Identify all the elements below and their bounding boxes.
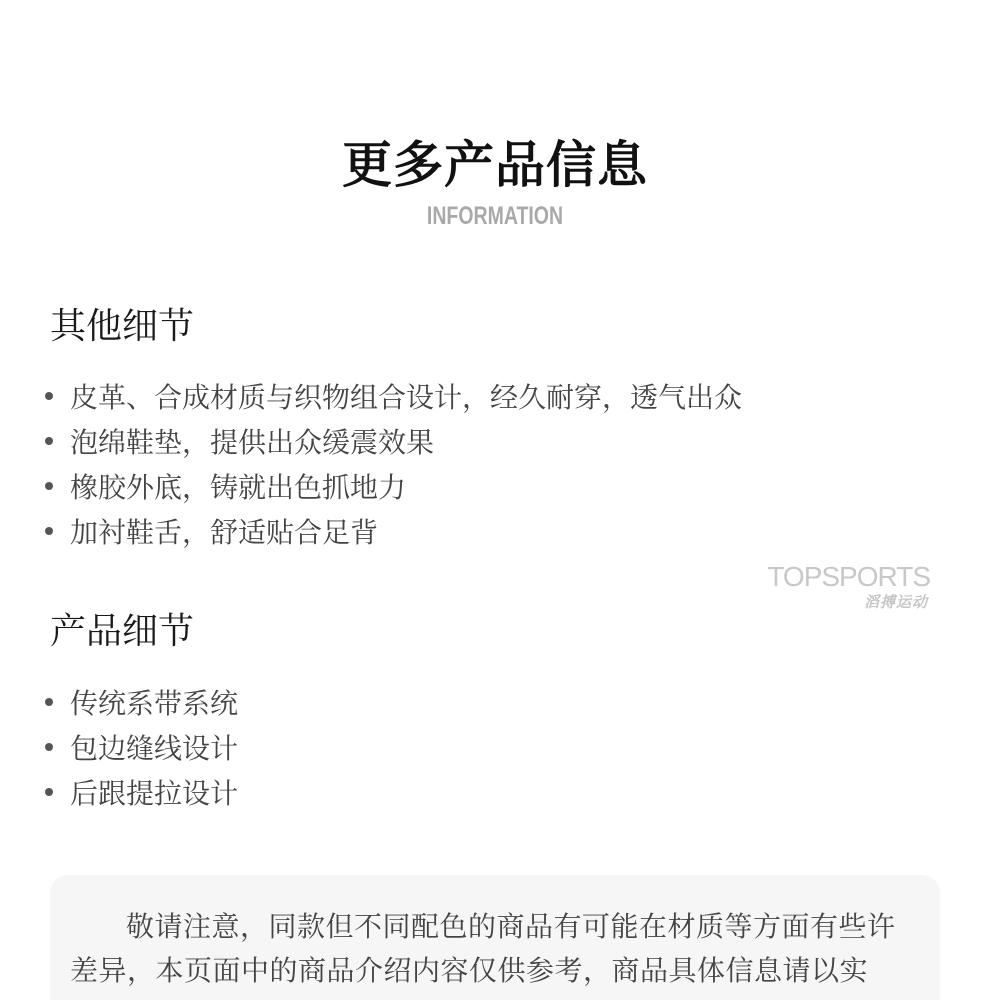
- bullet-icon: [45, 788, 53, 796]
- list-item-text: 加衬鞋舌，舒适贴合足背: [70, 516, 379, 549]
- list-item: [40, 681, 238, 726]
- list-item-text: 传统系带系统: [70, 687, 239, 720]
- list-item: [40, 510, 742, 555]
- list-item-text: 后跟提拉设计: [70, 777, 239, 810]
- notice-text: 敬请注意，同款但不同配色的商品有可能在材质等方面有些许差异，本页面中的商品介绍内容仅供参考，商品具体信息请以实: [70, 910, 896, 987]
- other-details-list: [40, 375, 742, 555]
- bullet-icon: [45, 437, 53, 445]
- list-item: [40, 726, 238, 771]
- list-item: [40, 771, 238, 816]
- list-item-text: 泡绵鞋垫，提供出众缓震效果: [70, 426, 435, 459]
- other-details-heading: 其他细节: [50, 306, 195, 347]
- bullet-icon: [45, 482, 53, 490]
- bullet-icon: [45, 698, 53, 706]
- bullet-icon: [45, 527, 53, 535]
- list-item: [40, 465, 742, 510]
- notice-box: [50, 875, 940, 1000]
- list-item-text: 皮革、合成材质与织物组合设计，经久耐穿，透气出众: [70, 381, 743, 414]
- page-title: 更多产品信息: [342, 136, 648, 194]
- bullet-icon: [45, 392, 53, 400]
- list-item-text: 包边缝线设计: [70, 732, 239, 765]
- watermark-brand: TOPSPORTS: [767, 561, 930, 592]
- topsports-watermark: [747, 562, 930, 612]
- page-subtitle: INFORMATION: [426, 202, 564, 230]
- list-item: [40, 375, 742, 420]
- bullet-icon: [45, 743, 53, 751]
- list-item: [40, 420, 742, 465]
- product-details-list: [40, 681, 238, 816]
- product-details-heading: 产品细节: [50, 611, 195, 652]
- watermark-brand-cn: 滔搏运动: [863, 593, 928, 611]
- list-item-text: 橡胶外底，铸就出色抓地力: [70, 471, 407, 504]
